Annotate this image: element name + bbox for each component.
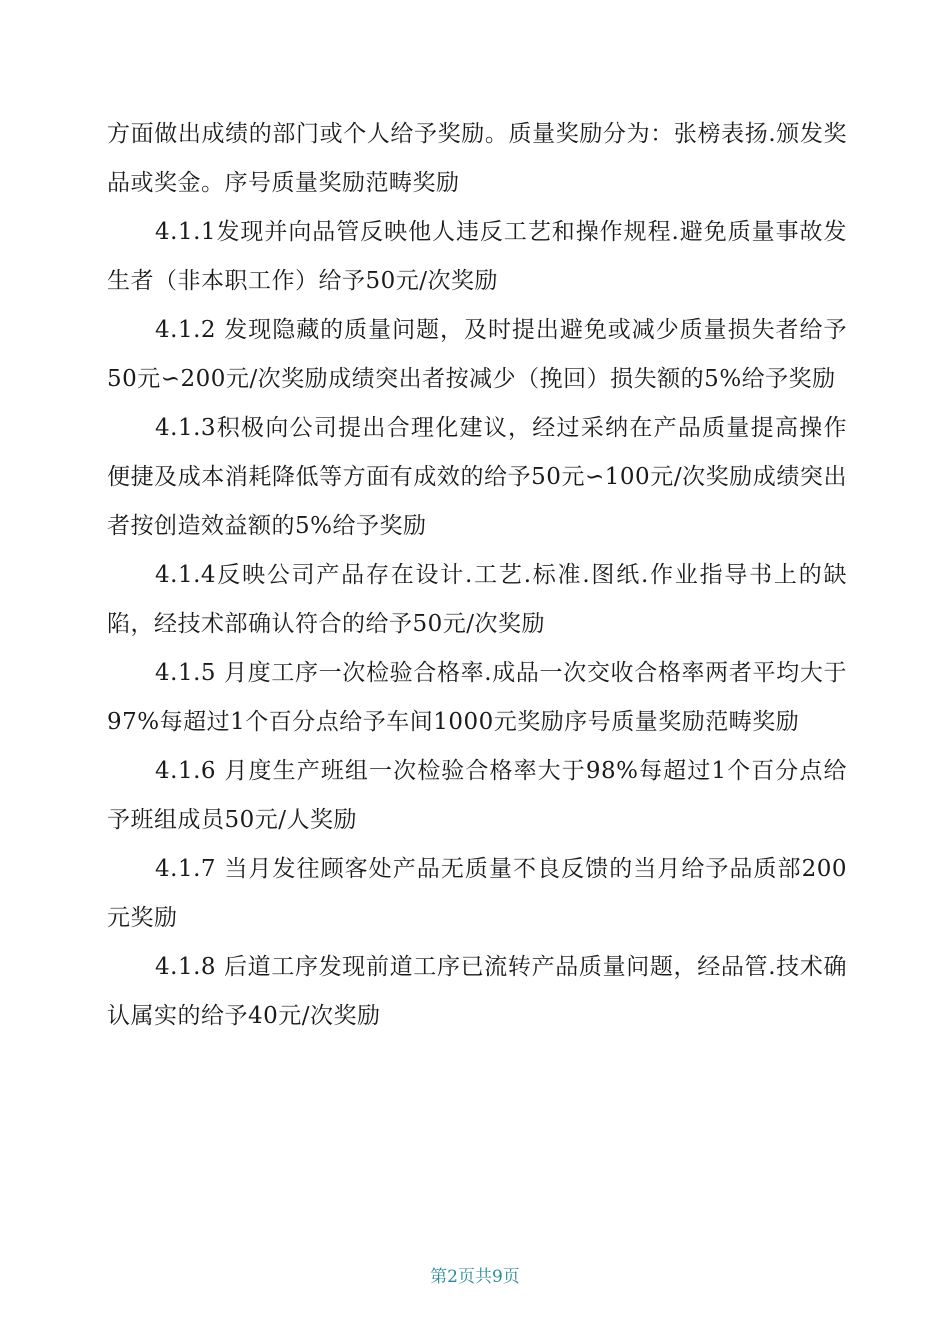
document-body	[107, 110, 847, 1041]
paragraph-4-1-6: 4.1.6 月度生产班组一次检验合格率大于98%每超过1个百分点给予班组成员50元/人奖励	[107, 758, 847, 833]
paragraph-4-1-1: 4.1.1发现并向品管反映他人违反工艺和操作规程.避免质量事故发生者（非本职工作）给予50元/次奖励	[107, 219, 847, 294]
paragraph-intro: 方面做出成绩的部门或个人给予奖励。质量奖励分为：张榜表扬.颁发奖品或奖金。序号质量奖励范畴奖励	[107, 121, 847, 196]
paragraph-4-1-7: 4.1.7 当月发往顾客处产品无质量不良反馈的当月给予品质部200元奖励	[107, 856, 847, 931]
paragraph-4-1-2: 4.1.2 发现隐藏的质量问题，及时提出避免或减少质量损失者给予50元∽200元/次奖励成绩突出者按减少（挽回）损失额的5%给予奖励	[107, 317, 847, 392]
paragraph-4-1-3: 4.1.3积极向公司提出合理化建议，经过采纳在产品质量提高操作便捷及成本消耗降低等方面有成效的给予50元∽100元/次奖励成绩突出者按创造效益额的5%给予奖励	[107, 415, 847, 539]
paragraph-4-1-4: 4.1.4反映公司产品存在设计.工艺.标准.图纸.作业指导书上的缺陷，经技术部确认符合的给予50元/次奖励	[107, 562, 847, 637]
paragraph-4-1-5: 4.1.5 月度工序一次检验合格率.成品一次交收合格率两者平均大于97%每超过1个百分点给予车间1000元奖励序号质量奖励范畴奖励	[107, 660, 847, 735]
page-number-footer: 第2页共9页	[430, 1267, 520, 1287]
paragraph-4-1-8: 4.1.8 后道工序发现前道工序已流转产品质量问题，经品管.技术确认属实的给予40元/次奖励	[107, 954, 847, 1029]
